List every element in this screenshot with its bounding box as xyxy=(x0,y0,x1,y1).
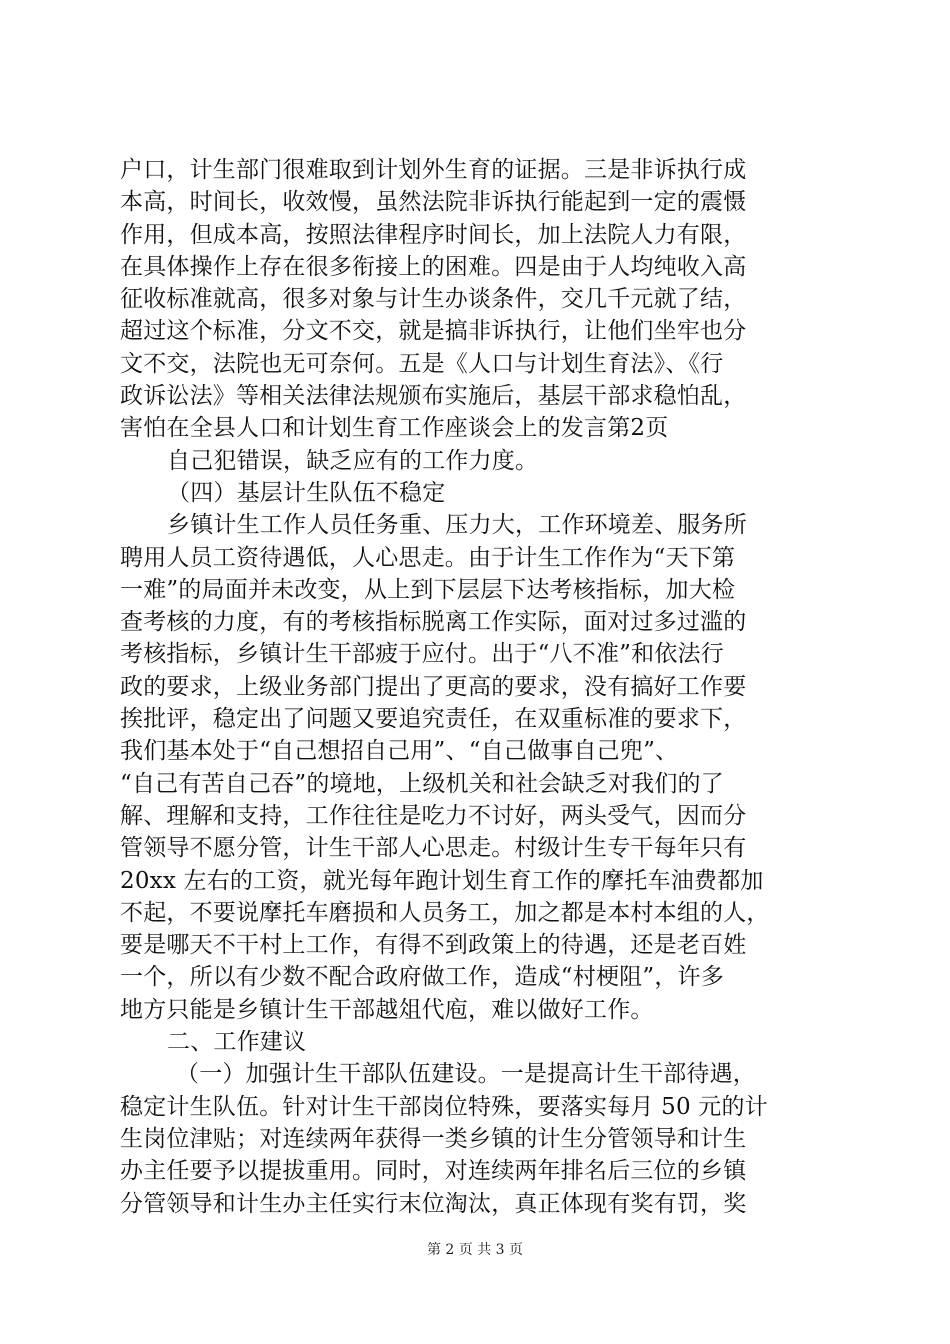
text-line: 我们基本处于“自己想招自己用”、“自己做事自己兜”、 xyxy=(120,738,679,765)
text-line: 一个，所以有少数不配合政府做工作，造成“村梗阻”，许多 xyxy=(120,964,724,991)
text-line: “自己有苦自己吞”的境地，上级机关和社会缺乏对我们的了 xyxy=(120,770,724,797)
text-line: 不起，不要说摩托车磨损和人员务工，加之都是本村本组的人， xyxy=(120,899,770,926)
text-line: 解、理解和支持，工作往往是吃力不讨好，两头受气，因而分 xyxy=(120,802,747,829)
text-line: 考核指标，乡镇计生干部疲于应付。出于“八不准”和依法行 xyxy=(120,641,724,668)
text-line: 稳定计生队伍。针对计生干部岗位特殊，要落实每月 50 元的计 xyxy=(120,1093,768,1120)
text-line: 分管领导和计生办主任实行末位淘汰，真正体现有奖有罚，奖 xyxy=(120,1190,747,1217)
text-line: 一难”的局面并未改变，从上到下层层下达考核指标，加大检 xyxy=(120,576,736,603)
text-line: 户口，计生部门很难取到计划外生育的证据。三是非诉执行成 xyxy=(120,157,747,183)
text-line: 征收标准就高，很多对象与计生办谈条件，交几千元就了结， xyxy=(120,286,747,313)
paragraph-start-line: （一）加强计生干部队伍建设。一是提高计生干部待遇， xyxy=(176,1061,756,1088)
paragraph-start-line: 自己犯错误，缺乏应有的工作力度。 xyxy=(167,447,539,474)
text-line: 在具体操作上存在很多衔接上的困难。四是由于人均纯收入高 xyxy=(120,253,747,280)
text-line: 挨批评，稳定出了问题又要追究责任，在双重标准的要求下， xyxy=(120,706,747,733)
text-line: 超过这个标准，分文不交，就是搞非诉执行，让他们坐牢也分 xyxy=(120,318,747,345)
text-line: 20xx 左右的工资，就光每年跑计划生育工作的摩托车油费都加 xyxy=(120,867,764,894)
text-line: 查考核的力度，有的考核指标脱离工作实际，面对过多过滥的 xyxy=(120,609,747,636)
text-line: 要是哪天不干村上工作，有得不到政策上的待遇，还是老百姓 xyxy=(120,932,747,959)
page-number-label: 第 2 页 共 3 页 xyxy=(426,1242,524,1258)
text-line: 管领导不愿分管，计生干部人心思走。村级计生专干每年只有 xyxy=(120,835,747,862)
page-footer xyxy=(0,1240,950,1260)
text-line: 生岗位津贴；对连续两年获得一类乡镇的计生分管领导和计生 xyxy=(120,1125,747,1152)
text-line: 本高，时间长，收效慢，虽然法院非诉执行能起到一定的震慑 xyxy=(120,189,747,216)
text-line: 聘用人员工资待遇低，人心思走。由于计生工作作为“天下第 xyxy=(120,544,736,571)
section-heading: 二、工作建议 xyxy=(167,1029,307,1056)
section-heading: （四）基层计生队伍不稳定 xyxy=(167,479,446,506)
text-line: 地方只能是乡镇计生干部越俎代庖，难以做好工作。 xyxy=(120,996,654,1023)
document-body xyxy=(120,154,835,1220)
text-line: 害怕在全县人口和计划生育工作座谈会上的发言第2页 xyxy=(120,415,669,442)
text-line: 办主任要予以提拔重用。同时，对连续两年排名后三位的乡镇 xyxy=(120,1158,747,1185)
text-line: 作用，但成本高，按照法律程序时间长，加上法院人力有限， xyxy=(120,221,747,248)
paragraph-start-line: 乡镇计生工作人员任务重、压力大，工作环境差、服务所 xyxy=(167,512,747,539)
text-line: 政诉讼法》等相关法律法规颁布实施后，基层干部求稳怕乱， xyxy=(120,383,747,410)
text-line: 政的要求，上级业务部门提出了更高的要求，没有搞好工作要 xyxy=(120,673,747,700)
text-line: 文不交，法院也无可奈何。五是《人口与计划生育法》、《行 xyxy=(120,350,724,377)
